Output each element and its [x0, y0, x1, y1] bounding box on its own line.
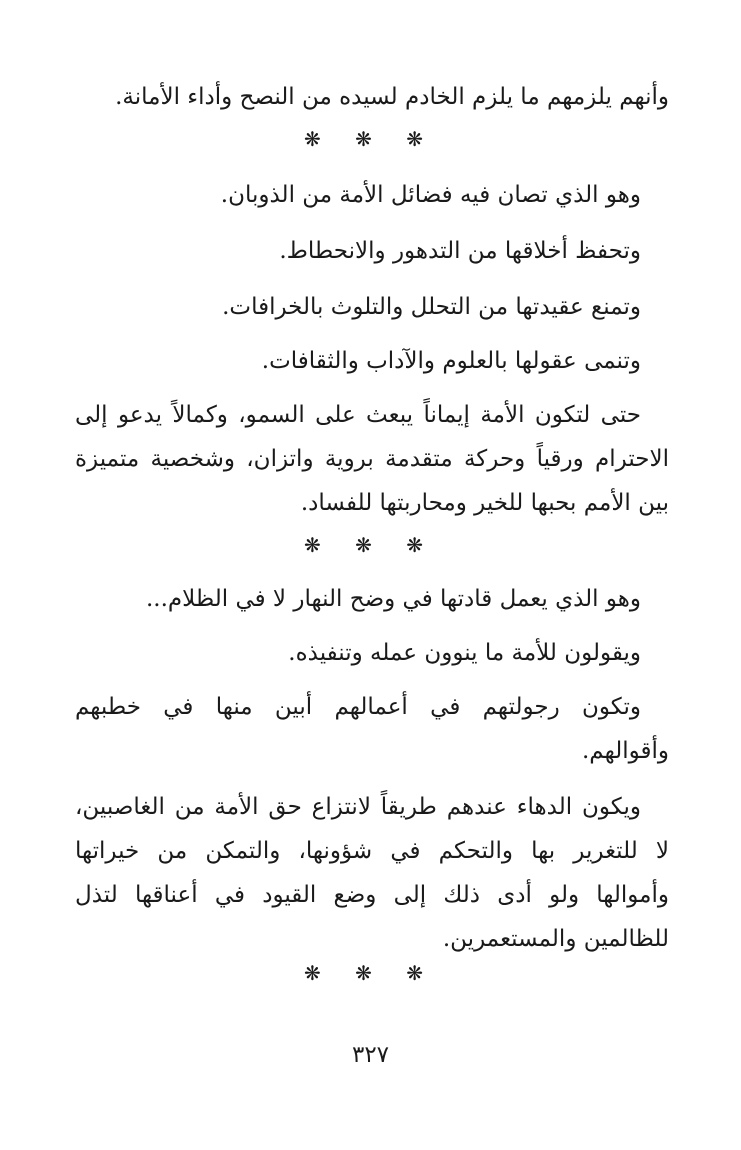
text-line-4: وتمنع عقيدتها من التحلل والتلوث بالخرافات. — [222, 294, 641, 320]
text-line-7: الاحترام ورقياً وحركة متقدمة بروية واتزان، وشخصية متميزة — [75, 446, 669, 472]
text-line-16: للظالمين والمستعمرين. — [442, 926, 669, 952]
text-line-8: بين الأمم بحبها للخير ومحاربتها للفساد. — [300, 490, 669, 516]
text-line-6: حتى لتكون الأمة إيماناً يبعث على السمو، وكمالاً يدعو إلى — [75, 402, 641, 428]
text-line-13: ويكون الدهاء عندهم طريقاً لانتزاع حق الأمة من الغاصبين، — [75, 794, 641, 820]
separator-stars-1: ❋ ❋ ❋ — [304, 127, 437, 151]
separator-stars-3: ❋ ❋ ❋ — [304, 961, 437, 985]
text-line-1: وأنهم يلزمهم ما يلزم الخادم لسيده من النصح وأداء الأمانة. — [115, 84, 669, 110]
separator-stars-2: ❋ ❋ ❋ — [304, 533, 437, 557]
text-line-9: وهو الذي يعمل قادتها في وضح النهار لا في الظلام... — [145, 586, 641, 612]
text-line-15: وأموالها ولو أدى ذلك إلى وضع القيود في أعناقها لتذل — [75, 882, 669, 908]
text-line-3: وتحفظ أخلاقها من التدهور والانحطاط. — [279, 238, 641, 264]
text-line-2: وهو الذي تصان فيه فضائل الأمة من الذوبان. — [220, 182, 641, 208]
text-line-14: لا للتغرير بها والتحكم في شؤونها، والتمكن من خيراتها — [75, 838, 669, 864]
text-line-10: ويقولون للأمة ما ينوون عمله وتنفيذه. — [288, 640, 641, 666]
text-line-5: وتنمى عقولها بالعلوم والآداب والثقافات. — [261, 348, 641, 374]
text-line-12: وأقوالهم. — [582, 738, 669, 764]
text-line-11: وتكون رجولتهم في أعمالهم أبين منها في خطبهم — [75, 694, 641, 720]
page-number: ٣٢٧ — [351, 1042, 390, 1068]
